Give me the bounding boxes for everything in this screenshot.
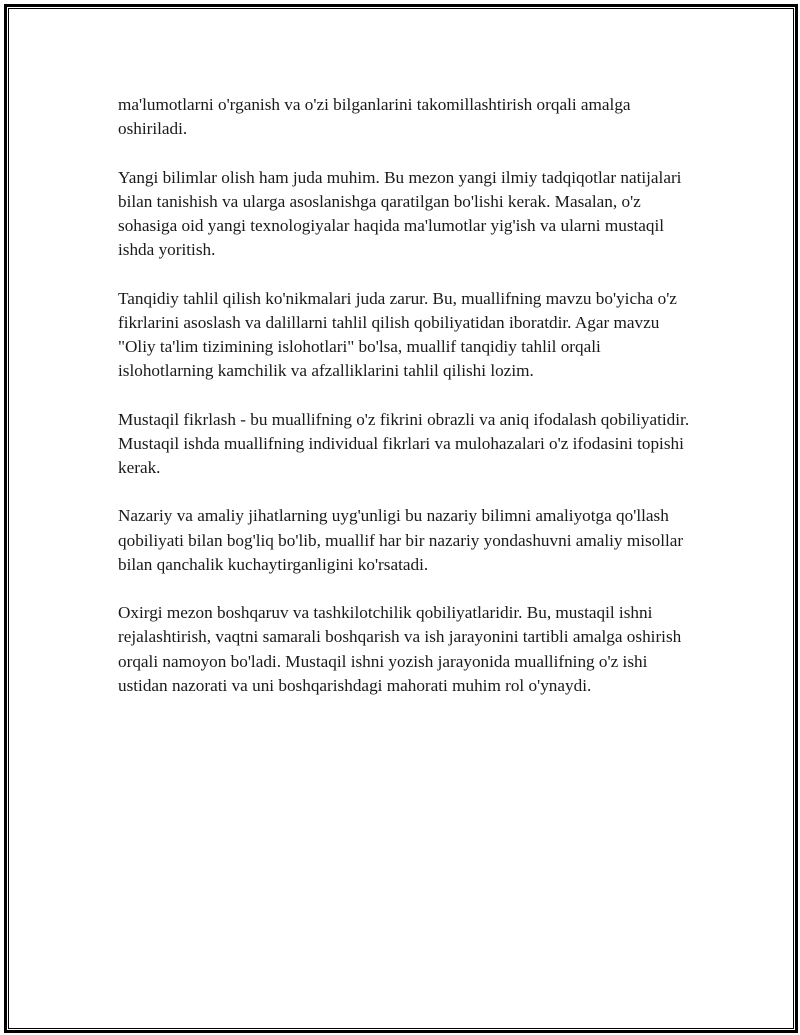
paragraph-independent-thinking: Mustaqil fikrlash - bu muallifning o'z fikrini obrazli va aniq ifodalash qobiliyatidir. Mustaqil ishda muallifning individual fikrlari va mulohazalari o'z ifodasini topishi kerak. <box>118 409 690 477</box>
paragraph-critical-analysis: Tanqidiy tahlil qilish ko'nikmalari juda zarur. Bu, muallifning mavzu bo'yicha o'z fikrlarini asoslash va dalillarni tahlil qilish qobiliyatidan iboratdir. Agar mavzu "Oliy ta'lim tizimining islohotlari" bo'lsa, muallif tanqidiy tahlil orqali islohotlarning kamchilik va afzalliklarini tahlil qilishi lozim. <box>118 288 677 381</box>
paragraph-management-skills: Oxirgi mezon boshqaruv va tashkilotchilik qobiliyatlaridir. Bu, mustaqil ishni rejalashtirish, vaqtni samarali boshqarish va ish jarayonini tartibli amalga oshirish orqali namoyon bo'ladi. Mustaqil ishni yozish jarayonida muallifning o'z ishi ustidan nazorati va uni boshqarishdagi mahorati muhim rol o'ynaydi. <box>118 603 682 695</box>
paragraph-new-knowledge: Yangi bilimlar olish ham juda muhim. Bu mezon yangi ilmiy tadqiqotlar natijalari bilan tanishish va ularga asoslanishga qaratilgan bo'lishi kerak. Masalan, o'z sohasiga oid yangi texnologiyalar haqida ma'lumotlar yig'ish va ularni mustaqil ishda yoritish. <box>118 167 682 260</box>
paragraph-theory-practice: Nazariy va amaliy jihatlarning uyg'unligi bu nazariy bilimni amaliyotga qo'llash qobiliyati bilan bog'liq bo'lib, muallif har bir nazariy yondashuvni amaliy misollar bilan qanchalik kuchaytirganligini ko'rsatadi. <box>118 506 684 574</box>
paragraph-continuation: ma'lumotlarni o'rganish va o'zi bilganlarini takomillashtirish orqali amalga oshiriladi. <box>118 95 631 139</box>
document-body <box>118 93 692 722</box>
